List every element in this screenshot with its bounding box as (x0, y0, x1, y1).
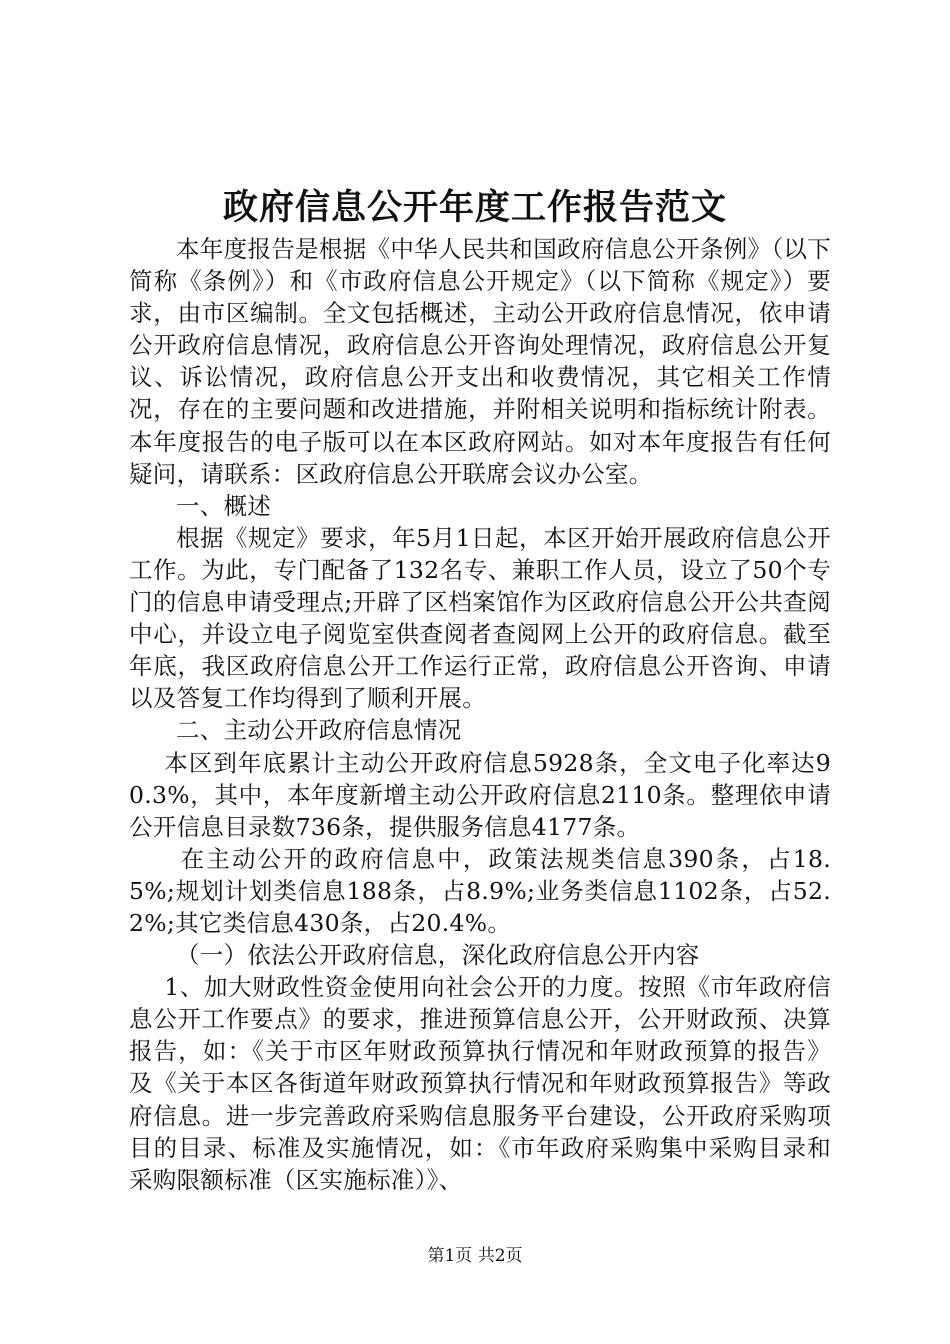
paragraph-active-disclosure-totals: 本区到年底累计主动公开政府信息5928条，全文电子化率达90.3%，其中，本年度新增主动公开政府信息2110条。整理依申请公开信息目录数736条，提供服务信息4177条。 (129, 748, 831, 841)
document-body (129, 233, 831, 1196)
paragraph-intro: 本年度报告是根据《中华人民共和国政府信息公开条例》（以下简称《条例》）和《市政府信息公开规定》（以下简称《规定》）要求，由市区编制。全文包括概述，主动公开政府信息情况，依申请公开政府信息情况，政府信息公开咨询处理情况，政府信息公开复议、诉讼情况，政府信息公开支出和收费情况，其它相关工作情况，存在的主要问题和改进措施，并附相关说明和指标统计附表。本年度报告的电子版可以在本区政府网站。如对本年度报告有任何疑问，请联系：区政府信息公开联席会议办公室。 (129, 235, 831, 488)
document-title: 政府信息公开年度工作报告范文 (222, 187, 727, 228)
section-heading-overview: 一、概述 (176, 491, 272, 520)
paragraph-active-disclosure-categories: 在主动公开的政府信息中，政策法规类信息390条，占18.5%;规划计划类信息188条，占8.9%;业务类信息1102条，占52.2%;其它类信息430条，占20.4%。 (129, 844, 831, 937)
subsection-heading-lawful-disclosure: （一）依法公开政府信息，深化政府信息公开内容 (176, 941, 700, 970)
section-heading-active-disclosure: 二、主动公开政府信息情况 (176, 716, 462, 745)
paragraph-overview: 根据《规定》要求，年5月1日起，本区开始开展政府信息公开工作。为此，专门配备了132名专、兼职工作人员，设立了50个专门的信息申请受理点;开辟了区档案馆作为区政府信息公开公共查阅中心，并设立电子阅览室供查阅者查阅网上公开的政府信息。截至年底，我区政府信息公开工作运行正常，政府信息公开咨询、申请以及答复工作均得到了顺利开展。 (129, 523, 831, 713)
paragraph-fiscal-disclosure: 1、加大财政性资金使用向社会公开的力度。按照《市年政府信息公开工作要点》的要求，推进预算信息公开，公开财政预、决算报告，如：《关于市区年财政预算执行情况和年财政预算的报告》及《关于本区各街道年财政预算执行情况和年财政预算报告》等政府信息。进一步完善政府采购信息服务平台建设，公开政府采购项目的目录、标准及实施情况，如：《市年政府采购集中采购目录和采购限额标准（区实施标准）》、 (129, 973, 831, 1194)
page-footer: 第1页 共2页 (427, 1246, 523, 1266)
